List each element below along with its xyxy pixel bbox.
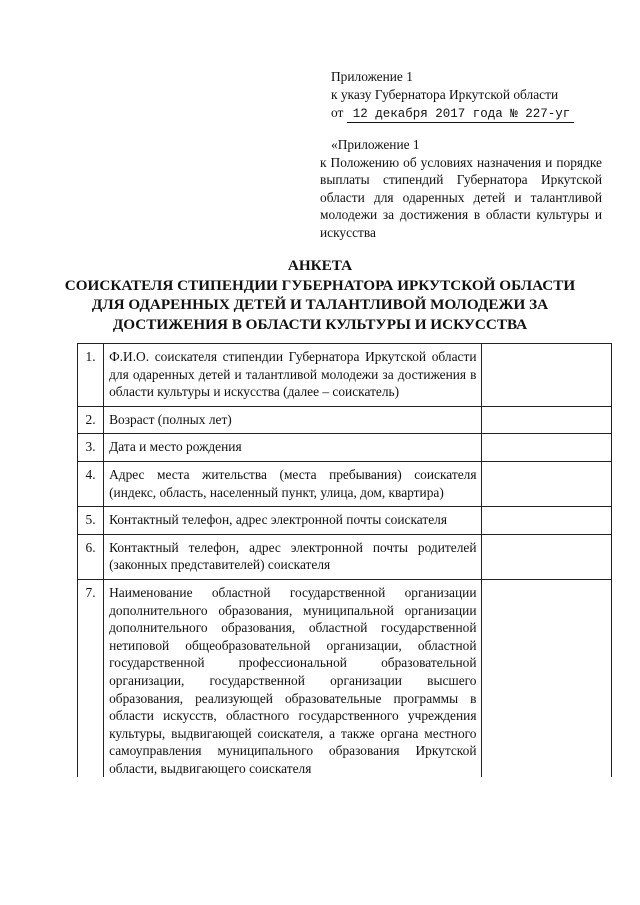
row-label: Контактный телефон, адрес электронной почты родителей (законных представителей) соискателя [104, 534, 481, 579]
document-title [60, 256, 580, 334]
table-row [78, 534, 612, 579]
row-number: 2. [78, 406, 104, 434]
row-number: 3. [78, 434, 104, 462]
row-value-field[interactable] [481, 534, 612, 579]
row-number: 1. [78, 344, 104, 407]
row-label: Наименование областной государственной организации дополнительного образования, муниципальной организации дополнительного образования, областной государственной нетиповой общеобразовательной организации, областной государственной профессиональной образовательной организации, государственной организации высшего образования, реализующей образовательные программы в области искусств, областного государственного учреждения культуры, выдвигающей соискателя, а также органа местного самоуправления муниципального образования Иркутской области, выдвигающего соискателя [104, 579, 481, 777]
row-label: Ф.И.О. соискателя стипендии Губернатора Иркутской области для одаренных детей и талантливой молодежи за достижения в области культуры и искусства (далее – соискатель) [104, 344, 481, 407]
table-row [78, 579, 612, 777]
row-value-field[interactable] [481, 406, 612, 434]
table-row [78, 507, 612, 535]
row-number: 7. [78, 579, 104, 777]
title-line-1: АНКЕТА [287, 257, 353, 274]
row-label: Дата и место рождения [104, 434, 481, 462]
row-label: Контактный телефон, адрес электронной почты соискателя [104, 507, 481, 535]
decree-reference [331, 68, 593, 123]
date-prefix: от [331, 105, 344, 120]
row-value-field[interactable] [481, 461, 612, 506]
row-value-field[interactable] [481, 434, 612, 462]
row-value-field[interactable] [481, 579, 612, 777]
table-row [78, 344, 612, 407]
table-row [78, 434, 612, 462]
row-value-field[interactable] [481, 344, 612, 407]
row-label: Возраст (полных лет) [104, 406, 481, 434]
row-label: Адрес места жительства (места пребывания) соискателя (индекс, область, населенный пункт, улица, дом, квартира) [104, 461, 481, 506]
regulation-reference [320, 136, 602, 242]
row-number: 5. [78, 507, 104, 535]
regulation-appendix-number: «Приложение 1 [331, 137, 420, 152]
row-number: 6. [78, 534, 104, 579]
table-row [78, 461, 612, 506]
title-line-3: ДЛЯ ОДАРЕННЫХ ДЕТЕЙ И ТАЛАНТЛИВОЙ МОЛОДЕЖИ ЗА [91, 296, 549, 313]
regulation-description: к Положению об условиях назначения и порядке выплаты стипендий Губернатора Иркутской области для одаренных детей и талантливой молодежи за достижения в области культуры и искусства [320, 154, 602, 240]
decree-date-line [331, 104, 593, 123]
appendix-number: Приложение 1 [331, 69, 413, 84]
questionnaire-table [77, 343, 612, 777]
title-line-2: СОИСКАТЕЛЯ СТИПЕНДИИ ГУБЕРНАТОРА ИРКУТСКОЙ ОБЛАСТИ [64, 276, 576, 294]
decree-issuer: к указу Губернатора Иркутской области [331, 87, 559, 102]
decree-date-number: 12 декабря 2017 года № 227-уг [347, 107, 575, 123]
row-value-field[interactable] [481, 507, 612, 535]
title-line-4: ДОСТИЖЕНИЯ В ОБЛАСТИ КУЛЬТУРЫ И ИСКУССТВА [112, 315, 528, 333]
table-row [78, 406, 612, 434]
row-number: 4. [78, 461, 104, 506]
